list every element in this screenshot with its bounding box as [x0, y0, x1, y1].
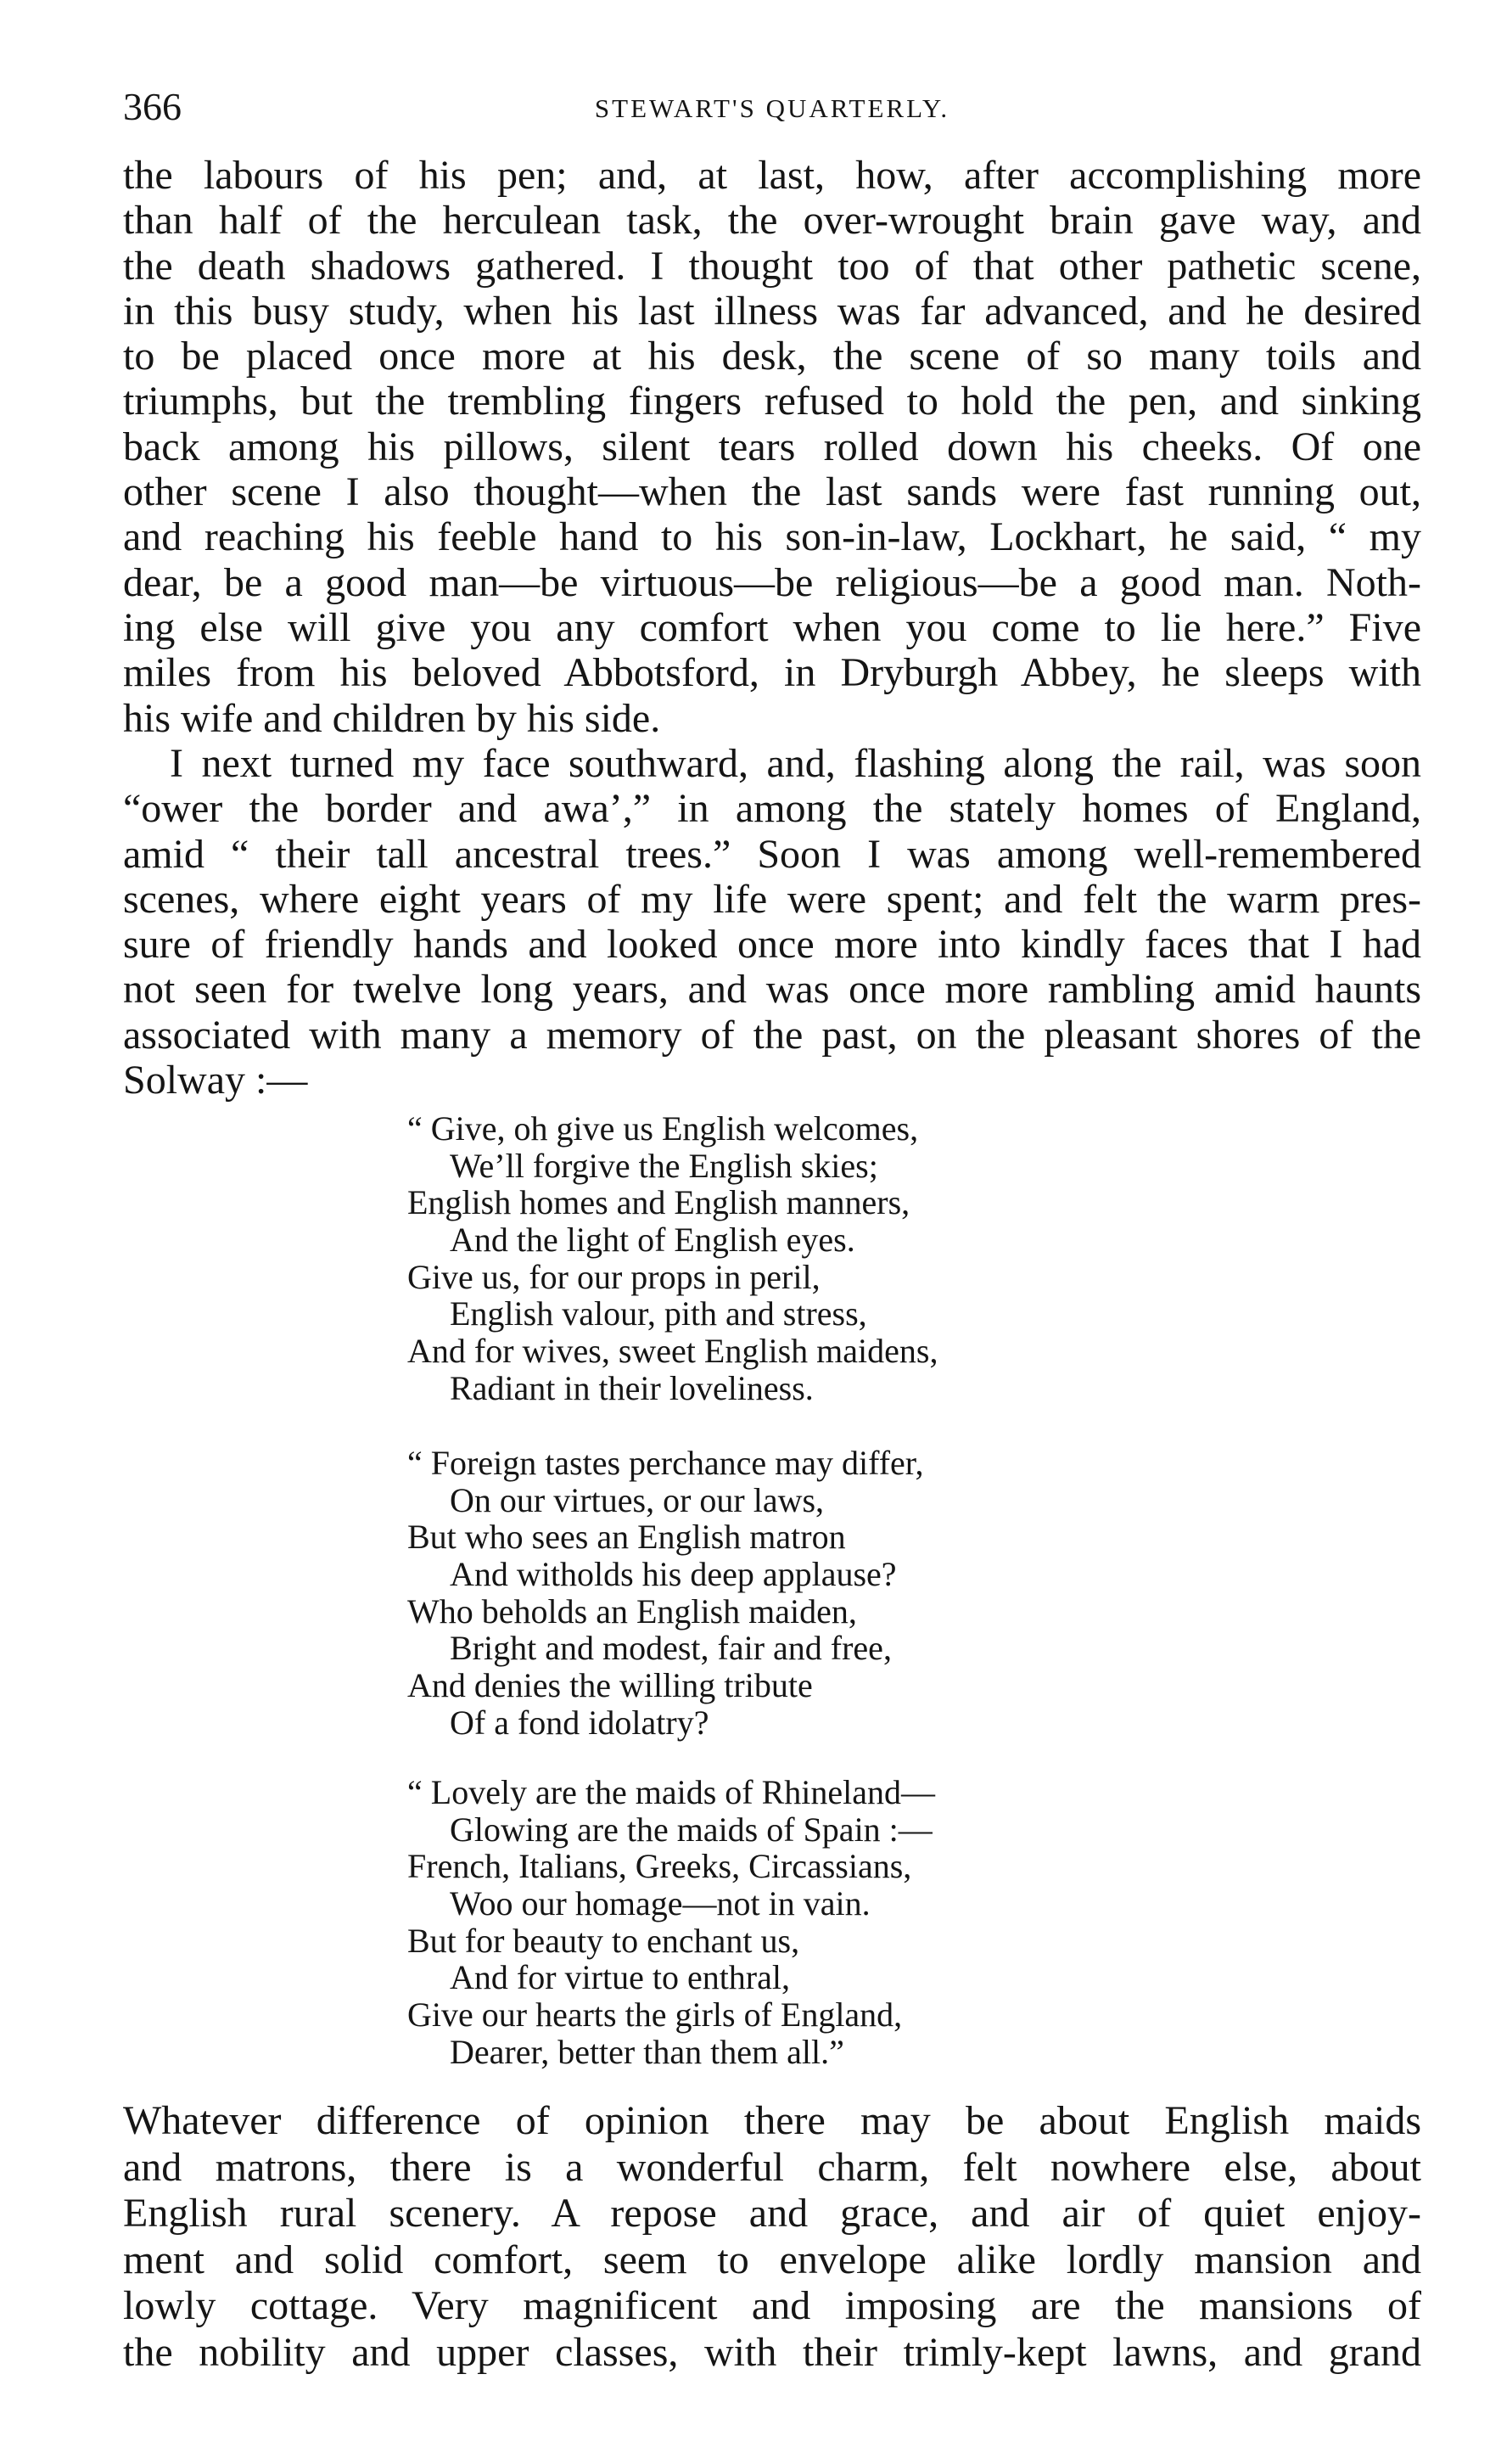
- text-line: amid “ their tall ancestral trees.” Soon I was among well-remembered: [123, 831, 1421, 877]
- verse-line: Give us, for our props in peril,: [407, 1257, 821, 1296]
- verse-line: “ Lovely are the maids of Rhineland—: [407, 1773, 936, 1811]
- text-line: I next turned my face southward, and, flashing along the rail, was soon: [170, 741, 1421, 786]
- verse-line: “ Foreign tastes perchance may differ,: [407, 1444, 924, 1482]
- verse-line: And denies the willing tribute: [407, 1666, 813, 1705]
- text-line: English rural scenery. A repose and grace, and air of quiet enjoy-: [123, 2191, 1421, 2236]
- verse-line: And for wives, sweet English maidens,: [407, 1332, 938, 1371]
- verse-line: But who sees an English matron: [407, 1518, 846, 1557]
- text-line: ing else will give you any comfort when you come to lie here.” Five: [123, 604, 1421, 650]
- text-line: than half of the herculean task, the over-wrought brain gave way, and: [123, 198, 1421, 244]
- text-line: dear, be a good man—be virtuous—be religious—be a good man. Noth-: [123, 559, 1421, 605]
- text-line: back among his pillows, silent tears rolled down his cheeks. Of one: [123, 424, 1421, 469]
- text-line: lowly cottage. Very magnificent and imposing are the mansions of: [123, 2283, 1421, 2328]
- text-line: in this busy study, when his last illness was far advanced, and he desired: [123, 288, 1421, 334]
- paragraph-journey-south: [123, 741, 1421, 1103]
- text-line: and matrons, there is a wonderful charm, felt nowhere else, about: [123, 2144, 1421, 2190]
- verse-line: Glowing are the maids of Spain :—: [450, 1810, 933, 1849]
- verse-line: On our virtues, or our laws,: [450, 1480, 825, 1519]
- page-header: [123, 81, 1421, 132]
- verse-line: We’ll forgive the English skies;: [450, 1146, 878, 1185]
- text-line: ment and solid comfort, seem to envelope alike lordly mansion and: [123, 2237, 1421, 2282]
- poem-stanza: [407, 1774, 1171, 2071]
- verse-line: And witholds his deep applause?: [450, 1555, 897, 1594]
- verse-line: Woo our homage—not in vain.: [450, 1884, 871, 1923]
- verse-line: French, Italians, Greeks, Circassians,: [407, 1847, 912, 1886]
- verse-line: “ Give, oh give us English welcomes,: [407, 1109, 919, 1148]
- text-line: sure of friendly hands and looked once more into kindly faces that I had: [123, 922, 1421, 968]
- verse-line: English homes and English manners,: [407, 1183, 910, 1222]
- verse-line: And for virtue to enthral,: [450, 1958, 790, 1997]
- verse-line: Who beholds an English maiden,: [407, 1591, 857, 1631]
- text-line: the death shadows gathered. I thought too of that other pathetic scene,: [123, 243, 1421, 289]
- text-line: the labours of his pen; and, at last, how, after accomplishing more: [123, 153, 1421, 198]
- text-line: to be placed once more at his desk, the scene of so many toils and: [123, 334, 1421, 379]
- text-line: his wife and children by his side.: [123, 695, 661, 741]
- text-line: Solway :—: [123, 1058, 308, 1103]
- verse-line: Give our hearts the girls of England,: [407, 1995, 903, 2035]
- running-head: STEWART'S QUARTERLY.: [594, 93, 950, 123]
- verse-line: Dearer, better than them all.”: [450, 2032, 844, 2071]
- text-line: “ower the border and awa’,” in among the stately homes of England,: [123, 786, 1421, 832]
- text-line: associated with many a memory of the past, on the pleasant shores of the: [123, 1012, 1421, 1058]
- text-line: the nobility and upper classes, with their trimly-kept lawns, and grand: [123, 2329, 1421, 2375]
- text-line: scenes, where eight years of my life were spent; and felt the warm pres-: [123, 876, 1421, 922]
- verse-line: English valour, pith and stress,: [450, 1294, 867, 1333]
- poem-stanza: [407, 1445, 1171, 1742]
- text-line: miles from his beloved Abbotsford, in Dryburgh Abbey, he sleeps with: [123, 650, 1421, 696]
- paragraph-scott-memories: [123, 153, 1421, 741]
- text-line: other scene I also thought—when the last sands were fast running out,: [123, 469, 1421, 515]
- text-line: triumphs, but the trembling fingers refused to hold the pen, and sinking: [123, 379, 1421, 424]
- verse-line: But for beauty to enchant us,: [407, 1921, 800, 1960]
- verse-line: And the light of English eyes.: [450, 1221, 855, 1260]
- poem-stanza: [407, 1110, 1171, 1407]
- text-line: and reaching his feeble hand to his son-in-law, Lockhart, he said, “ my: [123, 514, 1421, 560]
- text-line: Whatever difference of opinion there may be about English maids: [123, 2098, 1421, 2143]
- verse-line: Bright and modest, fair and free,: [450, 1629, 892, 1668]
- page-number: 366: [123, 85, 182, 128]
- paragraph-english-scenery: [123, 2098, 1421, 2376]
- verse-line: Of a fond idolatry?: [450, 1703, 709, 1742]
- verse-line: Radiant in their loveliness.: [450, 1368, 814, 1407]
- text-line: not seen for twelve long years, and was once more rambling amid haunts: [123, 967, 1421, 1013]
